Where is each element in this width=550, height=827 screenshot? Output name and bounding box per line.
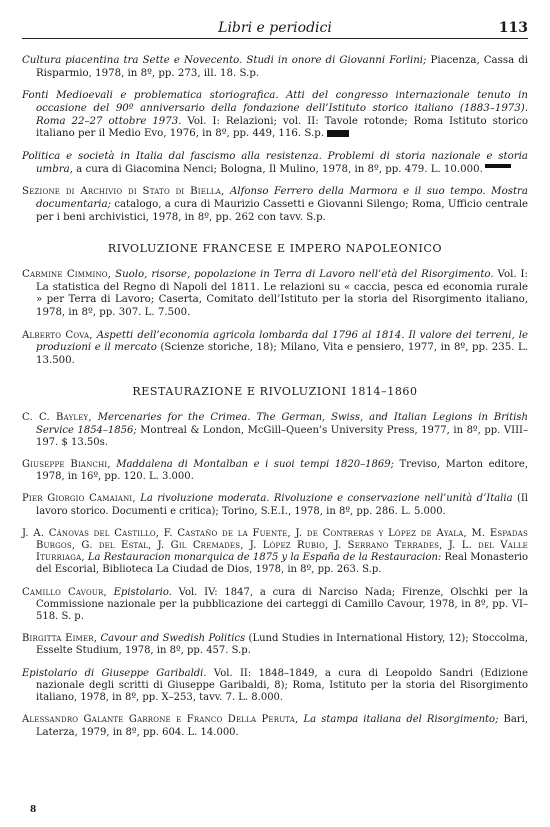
entries-top — [22, 55, 528, 224]
page — [22, 18, 528, 747]
ink-mark — [327, 130, 349, 137]
section-heading: RIVOLUZIONE FRANCESE E IMPERO NAPOLEONICO — [107, 242, 443, 256]
section-heading: RESTAURAZIONE E RIVOLUZIONI 1814–1860 — [132, 385, 418, 399]
entries-middle — [22, 269, 528, 367]
bib-entry: Politica e società in Italia dal fascismo alla resistenza. Problemi di storia nazionale e storia umbra, a cura di Giacomina Nenci; Bologna, Il Mulino, 1978, in 8º, pp. 479. L. 10.000. — [22, 150, 528, 175]
bib-entry: J. A. Cánovas del Castillo, F. Castaño de la Fuente, J. de Contreras y López de Ayala, M. Espadas Burgos, G. del Estal, J. Gil Cremades, J. López Rubio, J. Serrano Terrades, J. L. del Valle Iturriaga, La Restauracion monarquica de 1875 y la España de la Restauracion: Real Monasterio del Escorial, Biblioteca La Ciudad de Dios, 1978, in 8º, pp. 263. S.p. — [22, 527, 529, 576]
bib-entry: Giuseppe Bianchi, Maddalena di Montalban e i suoi tempi 1820–1869; Treviso, Marton editore, 1978, in 16º, pp. 120. L. 3.000. — [22, 459, 529, 483]
bib-entry: Carmine Cimmino, Suolo, risorse, popolazione in Terra di Lavoro nell’età del Risorgimento. Vol. I: La statistica del Regno di Napoli del 1811. Le relazioni su « caccia, pesca ed economia rurale » per Terra di Lavoro; Caserta, Comitato dell’Istituto per la storia del Risorgimento italiano, 1978, in 8º, pp. 307. L. 7.500. — [22, 269, 528, 318]
ink-mark — [485, 164, 511, 168]
bib-entry: Pier Giorgio Camaiani, La rivoluzione moderata. Rivoluzione e conservazione nell’unità d’Italia (Il lavoro storico. Documenti e critica); Torino, S.E.I., 1978, in 8º, pp. 286. L. 5.000. — [22, 493, 529, 517]
bib-entry: Camillo Cavour, Epistolario. Vol. IV: 1847, a cura di Narciso Nada; Firenze, Olschki per la Commissione nazionale per la pubblicazione dei carteggi di Camillo Cavour, 1978, in 8º, pp. VI–518. S. p. — [22, 586, 529, 623]
bib-entry: Alberto Cova, Aspetti dell’economia agricola lombarda dal 1796 al 1814. Il valore dei terreni, le produzioni e il mercato (Scienze storiche, 18); Milano, Vita e pensiero, 1977, in 8º, pp. 235. L. 13.500. — [22, 329, 528, 366]
entries-bottom — [22, 412, 528, 738]
bib-entry: Epistolario di Giuseppe Garibaldi. Vol. II: 1848–1849, a cura di Leopoldo Sandri (Edizione nazionale degli scritti di Giuseppe Garibaldi, 8); Roma, Istituto per la storia del Risorgimento italiano, 1978, in 8º, pp. X–253, tavv. 7. L. 8.000. — [22, 667, 528, 704]
bib-entry: Sezione di Archivio di Stato di Biella, Alfonso Ferrero della Marmora e il suo tempo. Mostra documentaria; catalogo, a cura di Maurizio Cassetti e Giovanni Silengo; Roma, Ufficio centrale per i beni archivistici, 1978, in 8º, pp. 262 con tavv. S.p. — [22, 186, 528, 223]
bib-entry: Fonti Medioevali e problematica storiografica. Atti del congresso internazionale tenuto in occasione del 90º anniversario della fondazione dell’Istituto storico italiano (1883–1973). Roma 22–27 ottobre 1973. Vol. I: Relazioni; vol. II: Tavole rotonde; Roma Istituto storico italiano per il Medio Evo, 1976, in 8º, pp. 449, 116. S.p. — [22, 90, 528, 140]
running-header — [22, 18, 528, 39]
bib-entry: Birgitta Eimer, Cavour and Swedish Politics (Lund Studies in International History, 12); Stoccolma, Esselte Studium, 1978, in 8º, pp. 457. S.p. — [22, 633, 528, 657]
footer-signature: 8 — [30, 805, 37, 815]
bib-entry: Alessandro Galante Garrone e Franco Della Peruta, La stampa italiana del Risorgimento; Bari, Laterza, 1979, in 8º, pp. 604. L. 14.000. — [22, 714, 528, 738]
header-title: Libri e periodici — [218, 20, 332, 36]
bib-entry: Cultura piacentina tra Sette e Novecento. Studi in onore di Giovanni Forlini; Piacenza, Cassa di Risparmio, 1978, in 8º, pp. 273, ill. 18. S.p. — [22, 55, 529, 79]
page-number: 113 — [498, 20, 528, 36]
bib-entry: C. C. Bayley, Mercenaries for the Crimea. The German, Swiss, and Italian Legions in British Service 1854–1856; Montreal & London, McGill–Queen’s University Press, 1977, in 8º, pp. VIII–197. $ 13.50s. — [22, 412, 528, 448]
